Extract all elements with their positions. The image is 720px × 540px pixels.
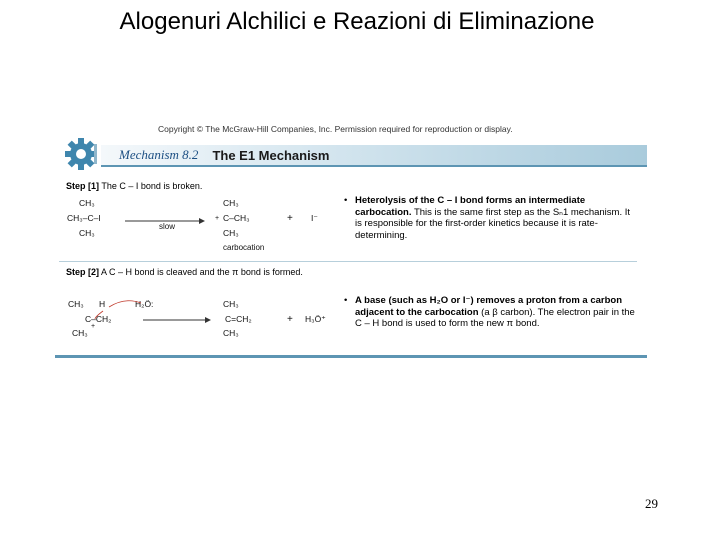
step1-product-middle: C–CH₃ [223,213,250,223]
mechanism-figure [55,137,647,362]
step1-byproduct: I⁻ [311,213,318,223]
step-divider [59,261,637,262]
step1-description [355,195,635,241]
step1-product-charge: + [215,215,220,222]
step2-byproduct: H₃Ö⁺ [305,314,326,324]
step2-reaction-arrow [143,316,211,324]
step2-reactant-charge: + [91,323,96,330]
slide-title: Alogenuri Alchilici e Reazioni di Eliminazione [119,8,595,35]
step1-product-label: carbocation [223,243,265,252]
step2-reactant-top: CH₃ [68,299,84,309]
copyright-notice: Copyright © The McGraw-Hill Companies, Inc. Permission required for reproduction or display. [158,124,513,134]
step1-number: Step [1] [66,181,100,191]
step2-text: A C – H bond is cleaved and the π bond is formed. [101,267,303,277]
step2-product-top: CH₃ [223,299,239,309]
step1-description-rest: This is the same first step as the Sₙ1 mechanism. It is responsible for the first-order kinetics because it is rate-determining. [355,206,630,241]
step2-product-bottom: CH₃ [223,328,239,338]
step2-description-rest: (a β carbon). The electron pair in the C – H bond is used to form the new π bond. [355,306,635,329]
step2-product-middle: C=CH₂ [225,314,252,324]
step2-plus: + [287,314,293,325]
step1-product-top: CH₃ [223,198,239,208]
mechanism-label: Mechanism 8.2 [119,147,199,162]
step1-product-bottom: CH₃ [223,228,239,238]
step1-reactant-top: CH₃ [79,198,95,208]
gear-icon [64,137,102,171]
page-number: 29 [645,496,658,511]
step2-reactant-h: H [99,299,106,309]
step1-plus: + [287,213,293,224]
step2-description [355,295,635,330]
step2-label [66,267,303,277]
mechanism-name: The E1 Mechanism [212,147,330,163]
step1-label [66,181,202,191]
step1-reactant-middle: CH₃–C–I [67,213,101,223]
step1-text: The C – I bond is broken. [101,181,203,191]
step2-reactant-middle: C–CH₂ [85,314,112,324]
step1-reactant-bottom: CH₃ [79,228,95,238]
header-rule [101,165,647,167]
figure-bottom-rule [55,355,647,358]
step2-description-bold: A base (such as H₂O or I⁻) removes a proton from a carbon adjacent to the carbocation [355,295,623,318]
step2-number: Step [2] [66,267,100,277]
step1-description-bold: Heterolysis of the C – I bond forms an intermediate carbocation. [355,195,586,218]
step2-reactant-bottom: CH₃ [72,328,88,338]
step2-base: H₂Ö: [135,299,154,309]
mechanism-header-bar [101,145,647,165]
step1-arrow-label: slow [159,222,176,231]
